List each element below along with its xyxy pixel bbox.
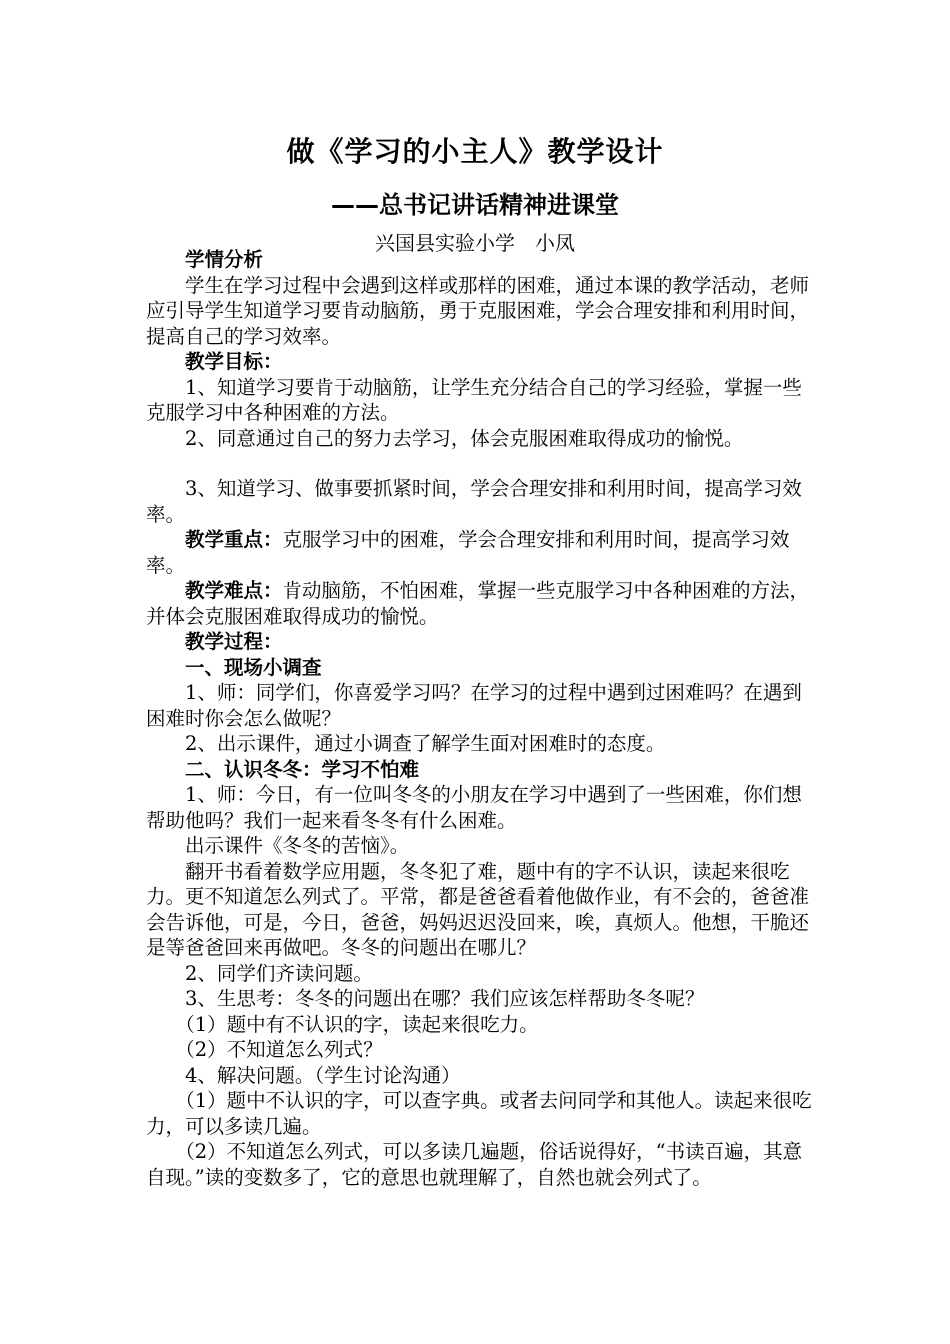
paragraph: 2、出示课件，通过小调查了解学生面对困难时的态度。 [185,732,666,755]
paragraph: 学生在学习过程中会遇到这样或那样的困难，通过本课的教学活动，老师应引导学生知道学习要肯动脑筋，勇于克服困难，学会合理安排和利用时间，提高自己的学习效率。 [146,273,810,348]
key-points-text: 克服学习中的困难，学会合理安排和利用时间，提高学习效率。 [146,528,790,577]
section-heading-analysis: 学情分析 [185,248,264,271]
paragraph: 4、解决问题。（学生讨论沟通） [185,1063,461,1087]
paragraph: 1、师：今日，有一位叫冬冬的小朋友在学习中遇到了一些困难，你们想帮助他吗？我们一起来看冬冬有什么困难。 [146,783,802,832]
document-body [146,247,816,1190]
paragraph: 1、知道学习要肯于动脑筋，让学生充分结合自己的学习经验，掌握一些克服学习中各种困难的方法。 [146,375,802,424]
blank-line [146,451,816,476]
paragraph-difficulties [146,578,816,629]
paragraph: （1）题中有不认识的字，读起来很吃力。 [175,1012,539,1036]
key-points-label: 教学重点： [185,528,283,551]
paragraph: 2、同学们齐读问题。 [185,961,373,985]
paragraph: 3、知道学习、做事要抓紧时间，学会合理安排和利用时间，提高学习效率。 [146,477,802,526]
section-heading-process: 教学过程： [185,630,283,653]
document-subtitle: ——总书记讲话精神进课堂 [331,191,619,219]
author-line: 兴国县实验小学 小凤 [375,231,575,255]
paragraph: 1、师：同学们，你喜爱学习吗？在学习的过程中遇到过困难吗？在遇到困难时你会怎么做呢？ [146,681,802,730]
section-heading-goals: 教学目标： [185,350,283,373]
document-title: 做《学习的小主人》教学设计 [286,135,664,168]
difficulties-label: 教学难点： [185,579,283,602]
section-heading-survey: 一、现场小调查 [185,655,322,679]
paragraph: （1）题中不认识的字，可以查字典。或者去问同学和其他人。读起来很吃力，可以多读几遍。 [146,1089,812,1138]
paragraph-key-points [146,527,816,578]
paragraph: 3、生思考：冬冬的问题出在哪？我们应该怎样帮助冬冬呢？ [185,987,705,1010]
paragraph: （2）不知道怎么列式，可以多读几遍题，俗话说得好，“书读百遍，其意自现。”读的变数多了，它的意思也就理解了，自然也就会列式了。 [146,1140,803,1189]
section-heading-dongdong: 二、认识冬冬：学习不怕难 [185,757,420,781]
paragraph: 翻开书看着数学应用题，冬冬犯了难，题中有的字不认识，读起来很吃力。更不知道怎么列式了。平常，都是爸爸看着他做作业，有不会的，爸爸准会告诉他，可是，今日，爸爸，妈妈迟迟没回来，唉，真烦人。他想，干脆还是等爸爸回来再做吧。冬冬的问题出在哪儿？ [146,859,810,959]
paragraph: （2）不知道怎么列式？ [175,1038,383,1061]
paragraph: 出示课件《冬冬的苦恼》。 [185,834,410,857]
paragraph: 2、同意通过自己的努力去学习，体会克服困难取得成功的愉悦。 [185,426,744,450]
difficulties-text: 肯动脑筋，不怕困难，掌握一些克服学习中各种困难的方法，并体会克服困难取得成功的愉悦。 [146,579,810,628]
